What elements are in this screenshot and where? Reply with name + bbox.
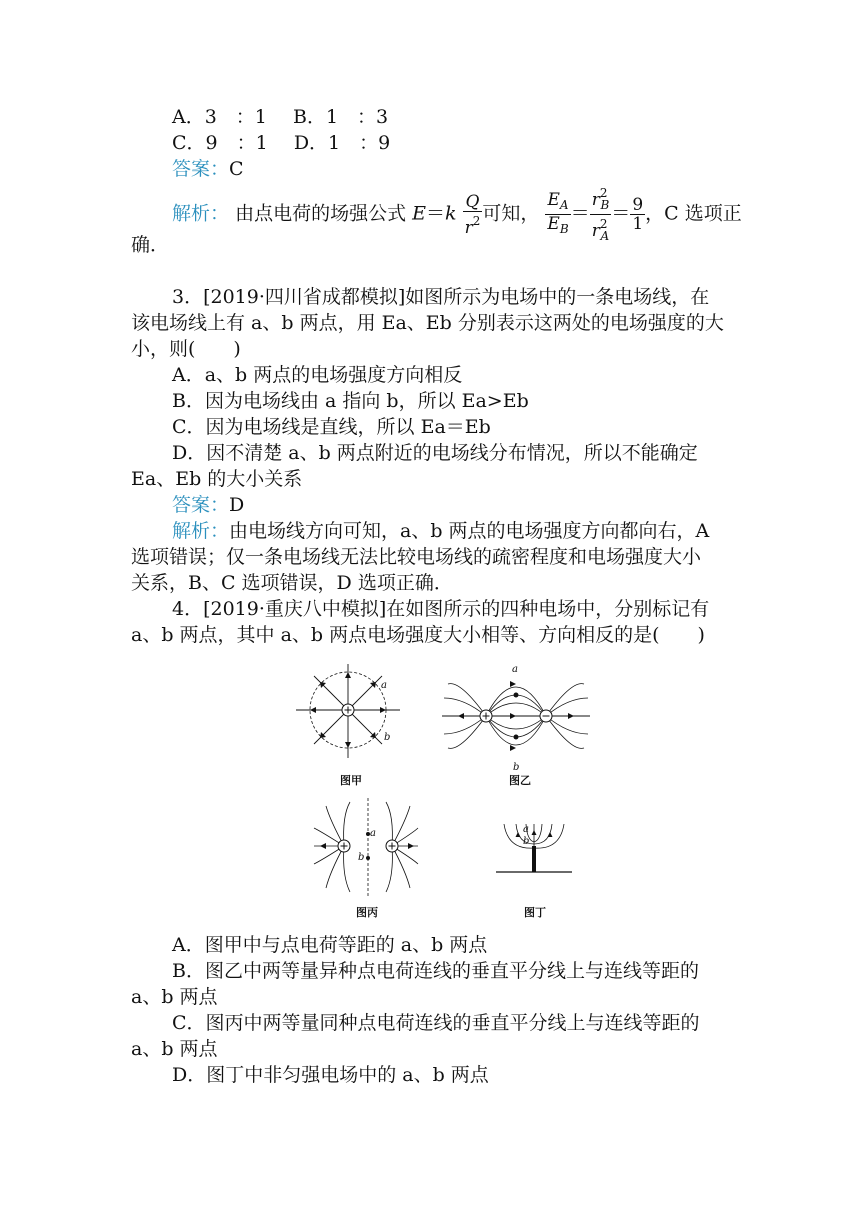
fig-ding-label-a: a xyxy=(523,824,529,835)
q3-analysis-3: 关系，B、C 选项错误，D 选项正确． xyxy=(131,572,453,594)
q2-options-row-2 xyxy=(172,130,390,156)
q2-answer-label: 答案： xyxy=(172,158,230,180)
q3-analysis-text-1: 由电场线方向可知，a、b 两点的电场强度方向都向右，A xyxy=(229,520,710,542)
q4-stem-2: a、b 两点，其中 a、b 两点电场强度大小相等、方向相反的是( ) xyxy=(131,624,705,646)
q3-option-b: B．因为电场线由 a 指向 b，所以 Ea>Eb xyxy=(172,390,529,412)
q3-option-a: A．a、b 两点的电场强度方向相反 xyxy=(172,364,463,386)
q3-option-c: C．因为电场线是直线，所以 Ea＝Eb xyxy=(172,416,491,438)
q2-option-b: B．1 ：3 xyxy=(293,106,389,128)
ratio-ea-eb xyxy=(545,191,570,238)
ratio-num: E xyxy=(547,190,560,210)
fig-yi-label-a: a xyxy=(512,664,518,675)
figure-jia-point-charge xyxy=(294,662,404,762)
q2-option-c: C．9 ：1 xyxy=(172,132,268,154)
q4-option-b-1: B．图乙中两等量异种点电荷连线的垂直平分线上与连线等距的 xyxy=(172,960,699,982)
figure-ding-nonuniform-field xyxy=(494,820,574,876)
formula-q: Q xyxy=(463,193,483,212)
fig-yi-label-b: b xyxy=(513,762,520,772)
formula-r-exp: 2 xyxy=(472,213,481,228)
q3-stem-3: 小，则( ) xyxy=(131,338,241,360)
fig-ding-label-b: b xyxy=(523,836,530,847)
formula-eq: ＝ xyxy=(426,202,446,225)
figure-bing-caption: 图丙 xyxy=(356,906,378,919)
q3-answer xyxy=(172,492,244,518)
ratio2-den-sup: 2 xyxy=(599,217,608,231)
ratio-den-sub: B xyxy=(559,222,569,236)
q3-analysis-1 xyxy=(172,518,709,544)
formula-fraction xyxy=(463,193,483,237)
q4-stem-1: 4．[2019·重庆八中模拟]在如图所示的四种电场中，分别标记有 xyxy=(172,598,710,620)
ratio2-num-sub: B xyxy=(600,198,610,212)
q4-option-c-1: C．图丙中两等量同种点电荷连线的垂直平分线上与连线等距的 xyxy=(172,1012,700,1034)
q4-option-a: A．图甲中与点电荷等距的 a、b 两点 xyxy=(172,934,488,956)
q3-analysis-2: 选项错误；仅一条电场线无法比较电场线的疏密程度和电场强度大小 xyxy=(131,546,702,568)
figure-jia-caption: 图甲 xyxy=(340,774,362,787)
ratio-rb-ra xyxy=(590,184,612,245)
q2-analysis xyxy=(172,184,742,243)
q4-option-c-2: a、b 两点 xyxy=(131,1038,218,1060)
ratio2-den-sub: A xyxy=(600,229,610,243)
ratio3-den: 1 xyxy=(632,214,644,234)
ratio2-num-sup: 2 xyxy=(599,186,608,200)
formula-r: r xyxy=(464,217,473,238)
q2-analysis-text: 由点电荷的场强公式 xyxy=(235,202,407,225)
fig-jia-label-a: a xyxy=(381,680,387,691)
q2-analysis-mid: 可知， xyxy=(482,202,540,225)
q2-analysis-post: ，C 选项正 xyxy=(645,202,742,225)
q3-stem-1: 3．[2019·四川省成都模拟]如图所示为电场中的一条电场线，在 xyxy=(172,286,710,308)
fig-jia-label-b: b xyxy=(384,732,391,743)
ratio-9-1 xyxy=(630,196,645,233)
q2-analysis-tail: 确． xyxy=(131,234,170,256)
fig-bing-label-a: a xyxy=(370,828,376,839)
figure-ding-caption: 图丁 xyxy=(524,906,546,919)
q4-option-d: D．图丁中非匀强电场中的 a、b 两点 xyxy=(172,1064,489,1086)
formula-e: E xyxy=(412,202,426,225)
q2-option-a: A．3 ：1 xyxy=(172,106,267,128)
q2-options-row-1 xyxy=(172,104,388,130)
ratio2-den: r xyxy=(591,221,600,241)
ratio3-num: 9 xyxy=(632,195,644,215)
figure-bing-like-charges xyxy=(312,796,420,900)
q3-answer-value: D xyxy=(229,494,245,516)
figure-yi-opposite-charges xyxy=(440,660,592,772)
q2-answer xyxy=(172,156,244,182)
q3-option-d-2: Ea、Eb 的大小关系 xyxy=(131,468,303,490)
ratio-eq-2: ＝ xyxy=(611,202,631,225)
q2-answer-value: C xyxy=(229,158,244,180)
q3-answer-label: 答案： xyxy=(172,494,230,516)
ratio-num-sub: A xyxy=(559,198,569,212)
q3-option-d-1: D．因不清楚 a、b 两点附近的电场线分布情况，所以不能确定 xyxy=(172,442,698,464)
figure-yi-caption: 图乙 xyxy=(509,774,531,787)
q4-option-b-2: a、b 两点 xyxy=(131,986,218,1008)
q2-analysis-label: 解析： xyxy=(172,202,230,225)
q3-analysis-label: 解析： xyxy=(172,520,230,542)
ratio-eq-1: ＝ xyxy=(570,202,590,225)
ratio-den: E xyxy=(547,214,560,234)
ratio2-num: r xyxy=(591,190,600,210)
q3-stem-2: 该电场线上有 a、b 两点，用 Ea、Eb 分别表示这两处的电场强度的大 xyxy=(131,312,724,334)
q2-option-d: D．1 ：9 xyxy=(293,132,391,154)
formula-k: k xyxy=(445,202,457,225)
fig-bing-label-b: b xyxy=(358,852,365,863)
